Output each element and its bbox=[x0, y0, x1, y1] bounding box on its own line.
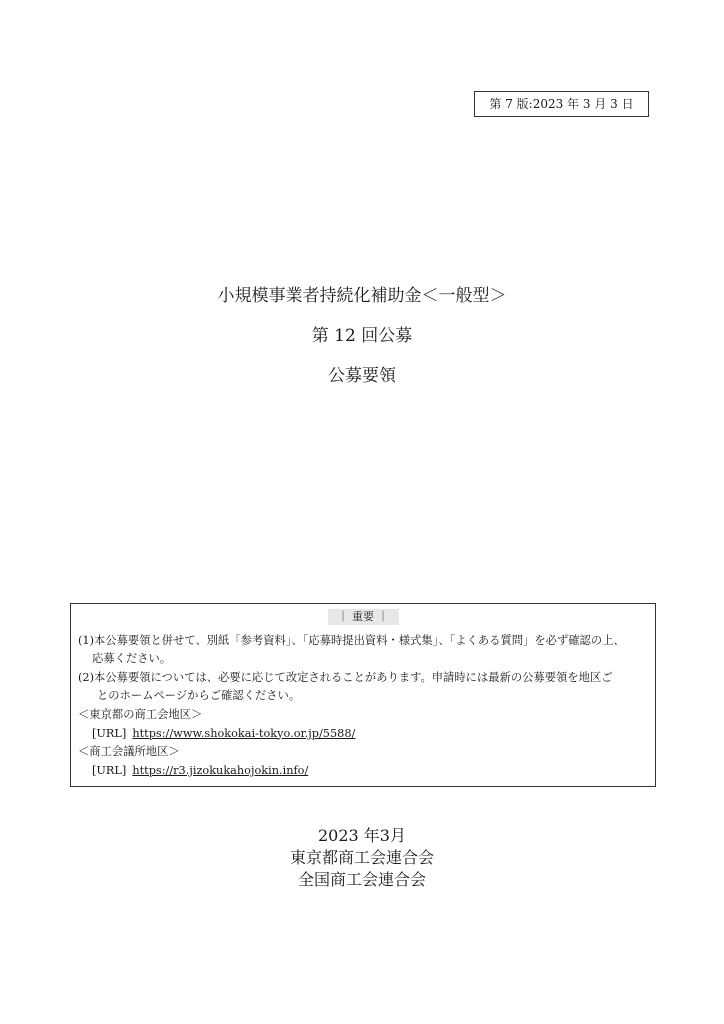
version-label: 第 7 版:2023 年 3 月 3 日 bbox=[474, 91, 649, 117]
publication-date: 2023 年3月 bbox=[318, 826, 406, 845]
document-title: 小規模事業者持続化補助金＜一般型＞ bbox=[217, 286, 507, 306]
tokyo-url-link[interactable]: https://www.shokokai-tokyo.or.jp/5588/ bbox=[132, 726, 356, 740]
notice-item-2-line-2: とのホームページからご確認ください。 bbox=[97, 689, 301, 703]
notice-item-1-line-1: (1)本公募要領と併せて、別紙「参考資料」、「応募時提出資料・様式集」、「よくある質問」を必ず確認の上、 bbox=[78, 633, 625, 647]
notice-heading-label: ｜ 重要 ｜ bbox=[328, 609, 399, 625]
region-chamber-url-row bbox=[78, 762, 648, 781]
url-label: [URL] bbox=[92, 763, 127, 777]
notice-item-2-line-1: (2)本公募要領については、必要に応じて改定されることがあります。申請時には最新の公募要領を地区ご bbox=[78, 670, 613, 684]
url-label: [URL] bbox=[92, 726, 127, 740]
region-chamber-label: ＜商工会議所地区＞ bbox=[78, 745, 180, 759]
chamber-url-link[interactable]: https://r3.jizokukahojokin.info/ bbox=[132, 763, 309, 777]
notice-item-1-line-2: 応募ください。 bbox=[92, 652, 172, 666]
important-notice-box bbox=[70, 603, 656, 787]
title-block bbox=[0, 285, 724, 405]
notice-heading bbox=[78, 608, 648, 627]
round-number: 第 12 回公募 bbox=[311, 326, 413, 346]
footer-block bbox=[0, 825, 724, 891]
publisher-tokyo: 東京都商工会連合会 bbox=[289, 848, 434, 867]
publisher-national: 全国商工会連合会 bbox=[297, 870, 426, 889]
region-tokyo-label: ＜東京都の商工会地区＞ bbox=[78, 707, 203, 721]
document-type: 公募要領 bbox=[328, 366, 396, 386]
region-tokyo-url-row bbox=[78, 725, 648, 744]
